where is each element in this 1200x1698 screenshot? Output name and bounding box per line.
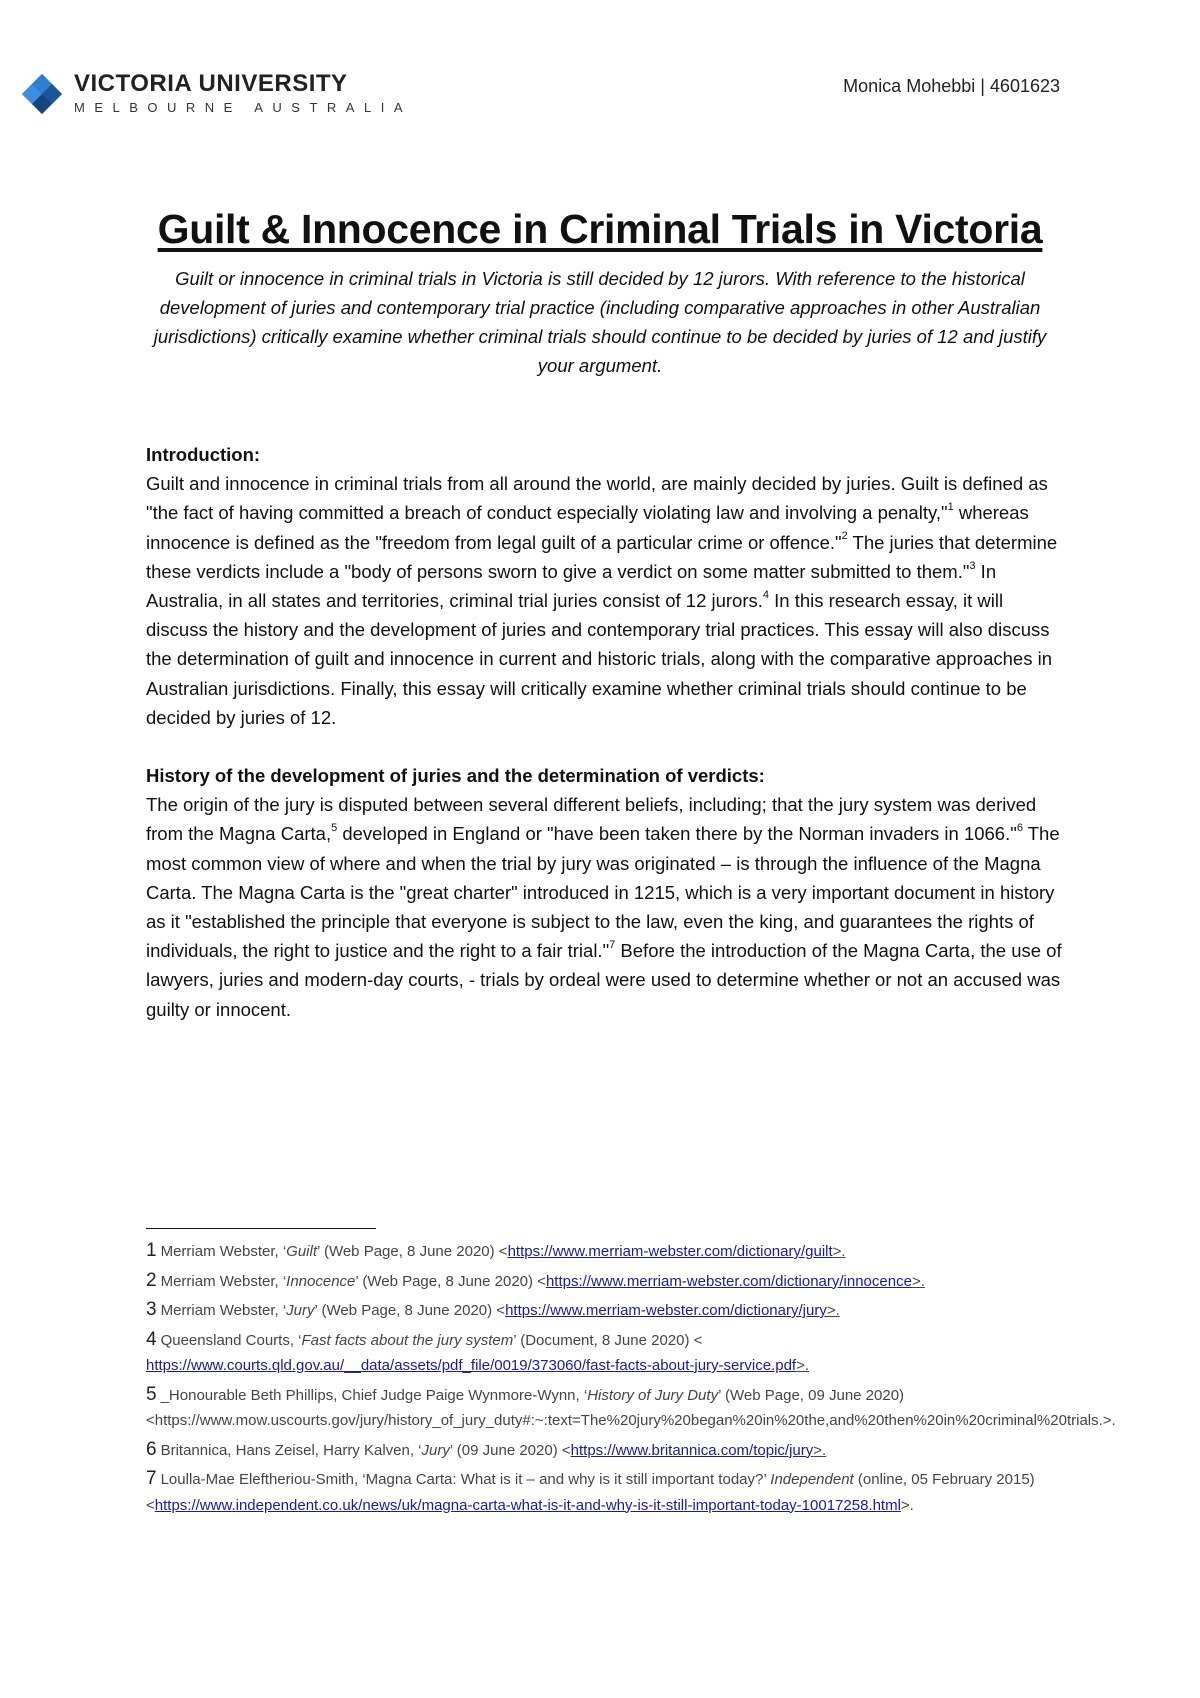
history-paragraph: The origin of the jury is disputed between several different beliefs, including; that the jury system was derived from the Magna Carta,$^5$ developed in England or "have been taken there by the Norman invaders in 1066."$^6$ The most common view of where and when the trial by jury was originated – is through the influence of the Magna Carta. The Magna Carta is the "great charter" introduced in 1215, which is a very important document in history as it "established the principle that everyone is subject to the law, even the king, and guarantees the rights of individuals, the right to justice and the right to a fair trial."$^7$ Before the introduction of the Magna Carta, the use of lawyers, juries and modern-day courts, - trials by ordeal were used to determine whether or not an accused was guilty or innocent. <box>146 794 1062 1020</box>
footnote-ref: 4 <box>762 588 770 601</box>
essay-question: Guilt or innocence in criminal trials in Victoria is still decided by 12 jurors. With reference to the historical development of juries and contemporary trial practice (including comparative approaches in other Australian jurisdictions) critically examine whether criminal trials should continue to be decided by juries of 12 and justify your argument. <box>153 268 1047 376</box>
logo-subtitle: MELBOURNE AUSTRALIA <box>74 100 412 115</box>
author-header: Monica Mohebbi | 4601623 <box>843 76 1060 96</box>
footnote-ref: 6 <box>1016 822 1023 835</box>
document-title: Guilt & Innocence in Criminal Trials in Victoria <box>157 206 1043 252</box>
footnote-ref: 5 <box>331 822 338 835</box>
footnote-item: 5 _Honourable Beth Phillips, Chief Judge Paige Wynmore-Wynn, ‘History of Jury Duty’ (Web Page, 09 June 2020) <https://www.mow.uscourts.gov/jury/history_of_jury_duty#:~:text=The%20jury%20began%20in%20the,and%20then%20in%20criminal%20trials.>. <box>146 1383 1116 1429</box>
footnote-link[interactable]: https://www.britannica.com/topic/jury <box>570 1441 814 1459</box>
diamond-logo-icon <box>20 72 64 116</box>
footnote-item: 4 Queensland Courts, ‘Fast facts about the jury system’ (Document, 8 June 2020) < https://www.courts.qld.gov.au/__data/assets/pdf_file/0019/373060/fast-facts-about-jury-service.pdf>. <box>146 1328 810 1374</box>
document-body <box>146 440 1066 1024</box>
footnote-item: 7 Loulla-Mae Eleftheriou-Smith, ‘Magna Carta: What is it – and why is it still important today?’ Independent (online, 05 February 2015) <https://www.independent.co.uk/news/uk/magna-carta-what-is-it-and-why-is-it-still-important-today-10017258.html>. <box>146 1468 1035 1514</box>
footnote-item: 6 Britannica, Hans Zeisel, Harry Kalven, ‘Jury’ (09 June 2020) <https://www.britannica.com/topic/jury>. <box>146 1438 827 1460</box>
footnotes <box>146 1238 1116 1521</box>
section-heading-introduction: Introduction: <box>146 444 261 465</box>
footnote-item: 2 Merriam Webster, ‘Innocence’ (Web Page, 8 June 2020) <https://www.merriam-webster.com/dictionary/innocence>. <box>146 1269 925 1291</box>
footnote-link[interactable]: https://www.merriam-webster.com/dictionary/jury <box>505 1302 827 1319</box>
footnote-ref: 7 <box>609 939 616 952</box>
footnote-ref: 1 <box>947 501 954 514</box>
footnote-link[interactable]: https://www.merriam-webster.com/dictionary/guilt <box>507 1243 833 1260</box>
section-heading-history: History of the development of juries and the determination of verdicts: <box>146 765 765 787</box>
introduction-paragraph: Guilt and innocence in criminal trials from all around the world, are mainly decided by juries. Guilt is defined as "the fact of having committed a breach of conduct especially violating law and involving a penalty,"$^1$ whereas innocence is defined as the "freedom from legal guilt of a particular crime or offence."$^2$ The juries that determine these verdicts include a "body of persons sworn to give a verdict on some matter submitted to them."$^3$ In Australia, in all states and territories, criminal trial juries consist of 12 jurors.$^4$ In this research essay, it will discuss the history and the development of juries and contemporary trial practices. This essay will also discuss the determination of guilt and innocence in current and historic trials, along with the comparative approaches in Australian jurisdictions. Finally, this essay will critically examine whether criminal trials should continue to be decided by juries of 12. <box>146 473 1058 728</box>
footnote-link[interactable]: https://www.independent.co.uk/news/uk/magna-carta-what-is-it-and-why-is-it-still-important-today-10017258.html <box>154 1496 901 1514</box>
footnote-link[interactable]: https://www.courts.qld.gov.au/__data/assets/pdf_file/0019/373060/fast-facts-about-jury-service.pdf <box>146 1357 797 1374</box>
footnote-ref: 3 <box>969 559 976 572</box>
footnote-item: 1 Merriam Webster, ‘Guilt’ (Web Page, 8 June 2020) <https://www.merriam-webster.com/dictionary/guilt>. <box>146 1240 846 1261</box>
footnote-separator <box>146 1228 376 1229</box>
footnote-item: 3 Merriam Webster, ‘Jury’ (Web Page, 8 June 2020) <https://www.merriam-webster.com/dictionary/jury>. <box>146 1299 840 1320</box>
footnote-ref: 2 <box>841 530 848 543</box>
logo-name: VICTORIA UNIVERSITY <box>74 70 348 97</box>
footnote-link[interactable]: https://www.merriam-webster.com/dictionary/innocence <box>545 1272 912 1290</box>
university-logo <box>20 71 412 116</box>
